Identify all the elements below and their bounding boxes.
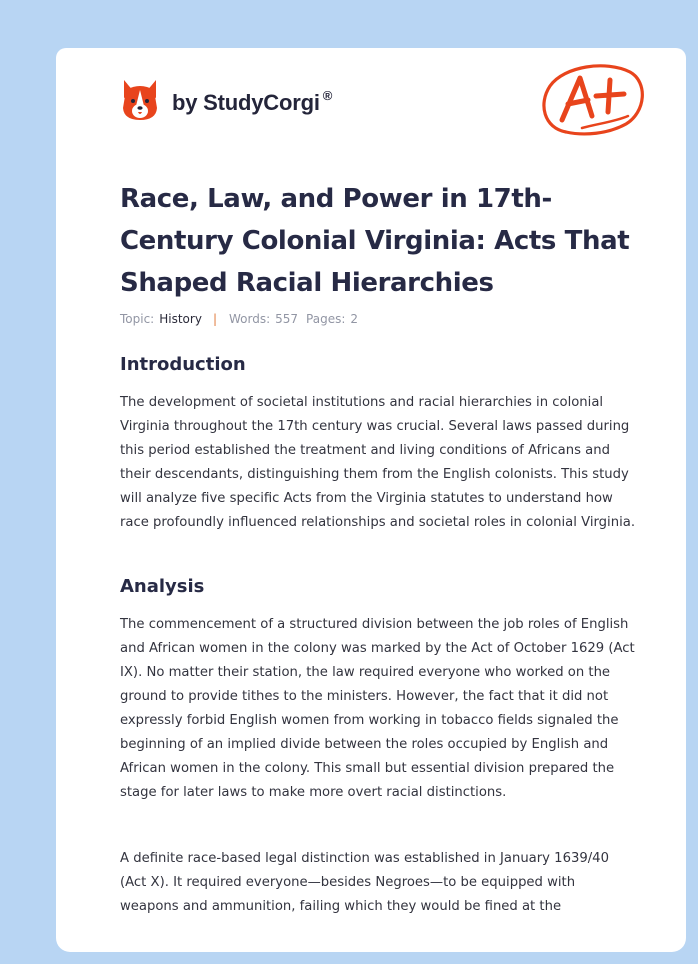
a-plus-grade-icon	[536, 58, 648, 142]
registered-mark: ®	[322, 88, 333, 103]
meta-separator: |	[212, 312, 217, 326]
document-page	[56, 48, 686, 952]
words-label: Words:	[228, 312, 271, 326]
introduction-paragraph: The development of societal institutions and racial hierarchies in colonial Virginia throughout the 17th century was crucial. Several laws passed during this period established the treatment and living conditions of Africans and their descendants, distinguishing them from the English colonists. This study will analyze five specific Acts from the Virginia statutes to understand how race profoundly influenced relationships and societal roles in colonial Virginia.	[120, 395, 636, 530]
analysis-paragraph-2: A definite race-based legal distinction was established in January 1639/40 (Act X). It required everyone—besides Negroes—to be equipped with weapons and ammunition, failing which they would be fined at the	[120, 851, 609, 914]
topic-label: Topic:	[120, 312, 155, 326]
section-heading-introduction: Introduction	[120, 354, 246, 375]
pages-count: 2	[350, 312, 359, 326]
section-heading-analysis: Analysis	[120, 576, 205, 597]
analysis-paragraph-1: The commencement of a structured division between the job roles of English and African women in the colony was marked by the Act of October 1629 (Act IX). No matter their station, the law required everyone who worked on the ground to provide tithes to the ministers. However, the fact that it did not expressly forbid English women from working in tobacco fields signaled the beginning of an implied divide between the roles occupied by English and African women in the colony. This small but essential division prepared the stage for later laws to make more overt racial distinctions.	[120, 617, 635, 800]
corgi-logo-icon	[120, 78, 160, 122]
brand-header	[120, 78, 332, 122]
page-title: Race, Law, and Power in 17th-Century Colonial Virginia: Acts That Shaped Racial Hierarchies	[120, 184, 630, 298]
document-meta	[120, 312, 358, 326]
words-count: 557	[275, 312, 299, 326]
topic-link[interactable]: History	[159, 312, 202, 326]
pages-label: Pages:	[306, 312, 346, 326]
brand-name: by StudyCorgi ®	[172, 88, 333, 115]
